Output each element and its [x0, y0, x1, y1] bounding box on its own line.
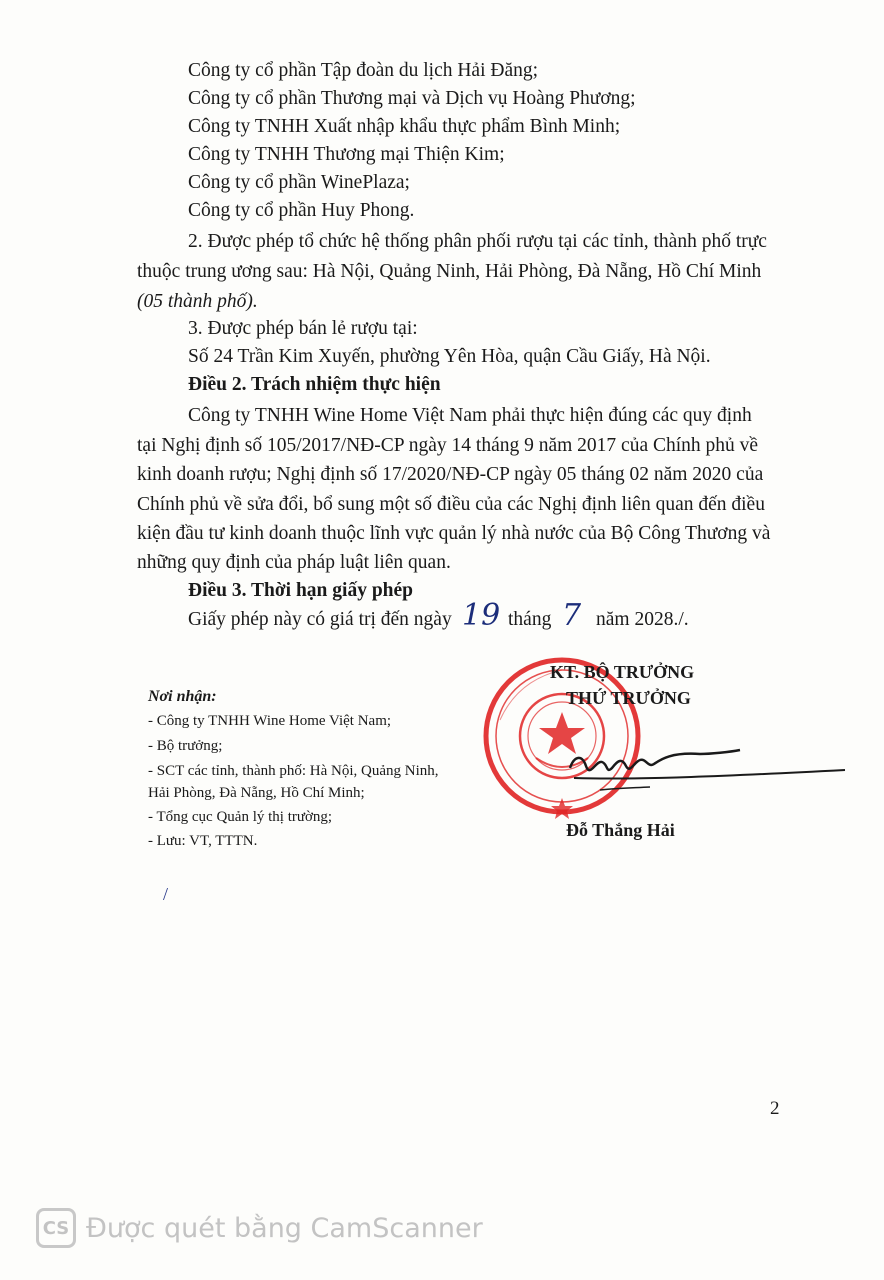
validity-year: năm 2028./. — [596, 609, 689, 630]
article-2-text: kinh doanh rượu; Nghị định số 17/2020/NĐ-CP ngày 05 tháng 02 năm 2020 của — [137, 464, 764, 485]
company-list-item: Công ty cổ phần Thương mại và Dịch vụ Hoàng Phương; — [188, 88, 636, 109]
article-2-heading: Điều 2. Trách nhiệm thực hiện — [188, 374, 441, 395]
camscanner-watermark — [36, 1208, 483, 1248]
company-list-item: Công ty cổ phần Tập đoàn du lịch Hải Đăng; — [188, 60, 539, 81]
signer-position: KT. BỘ TRƯỞNG — [550, 662, 695, 682]
watermark-text: Được quét bằng CamScanner — [86, 1212, 483, 1244]
camscanner-logo-icon: CS — [36, 1208, 76, 1248]
article-2-text: tại Nghị định số 105/2017/NĐ-CP ngày 14 tháng 9 năm 2017 của Chính phủ về — [137, 435, 759, 456]
page-number: 2 — [770, 1098, 780, 1119]
signature-icon — [560, 738, 850, 798]
company-list-item: Công ty TNHH Xuất nhập khẩu thực phẩm Bình Minh; — [188, 116, 621, 137]
article-3-heading: Điều 3. Thời hạn giấy phép — [188, 580, 414, 601]
article-2-text: Công ty TNHH Wine Home Việt Nam phải thực hiện đúng các quy định — [188, 405, 752, 426]
article-2-text: kiện đầu tư kinh doanh thuộc lĩnh vực quản lý nhà nước của Bộ Công Thương và — [137, 523, 771, 544]
handwritten-day: 19 — [462, 598, 501, 633]
recipient-item: Hải Phòng, Đà Nẵng, Hồ Chí Minh; — [148, 785, 365, 801]
company-list-item: Công ty TNHH Thương mại Thiện Kim; — [188, 144, 505, 165]
recipient-item: - Tổng cục Quản lý thị trường; — [148, 809, 333, 825]
company-list-item: Công ty cổ phần WinePlaza; — [188, 172, 410, 193]
signer-deputy: THỨ TRƯỞNG — [566, 688, 691, 708]
pen-mark: / — [163, 884, 169, 904]
recipient-item: - Lưu: VT, TTTN. — [148, 833, 258, 849]
recipient-item: - SCT các tỉnh, thành phố: Hà Nội, Quảng Ninh, — [148, 763, 439, 779]
signer-name: Đỗ Thắng Hải — [566, 820, 675, 840]
article-2-text: những quy định của pháp luật liên quan. — [137, 552, 451, 573]
recipient-item: - Bộ trưởng; — [148, 738, 223, 754]
recipient-item: - Công ty TNHH Wine Home Việt Nam; — [148, 713, 392, 729]
clause-3-line-1: 3. Được phép bán lẻ rượu tại: — [188, 318, 418, 339]
validity-prefix: Giấy phép này có giá trị đến ngày — [188, 609, 452, 630]
article-2-text: Chính phủ về sửa đổi, bổ sung một số điều của các Nghị định liên quan đến điều — [137, 494, 765, 515]
validity-month-label: tháng — [508, 609, 552, 630]
clause-3-address: Số 24 Trần Kim Xuyến, phường Yên Hòa, quận Cầu Giấy, Hà Nội. — [188, 346, 711, 367]
clause-2-line-2: thuộc trung ương sau: Hà Nội, Quảng Ninh, Hải Phòng, Đà Nẵng, Hồ Chí Minh — [137, 261, 762, 282]
clause-2-line-1: 2. Được phép tổ chức hệ thống phân phối rượu tại các tỉnh, thành phố trực — [188, 231, 767, 252]
recipients-title: Nơi nhận: — [148, 688, 217, 705]
company-list-item: Công ty cổ phần Huy Phong. — [188, 200, 415, 221]
clause-2-line-3: (05 thành phố). — [137, 291, 258, 312]
handwritten-month: 7 — [562, 598, 582, 633]
